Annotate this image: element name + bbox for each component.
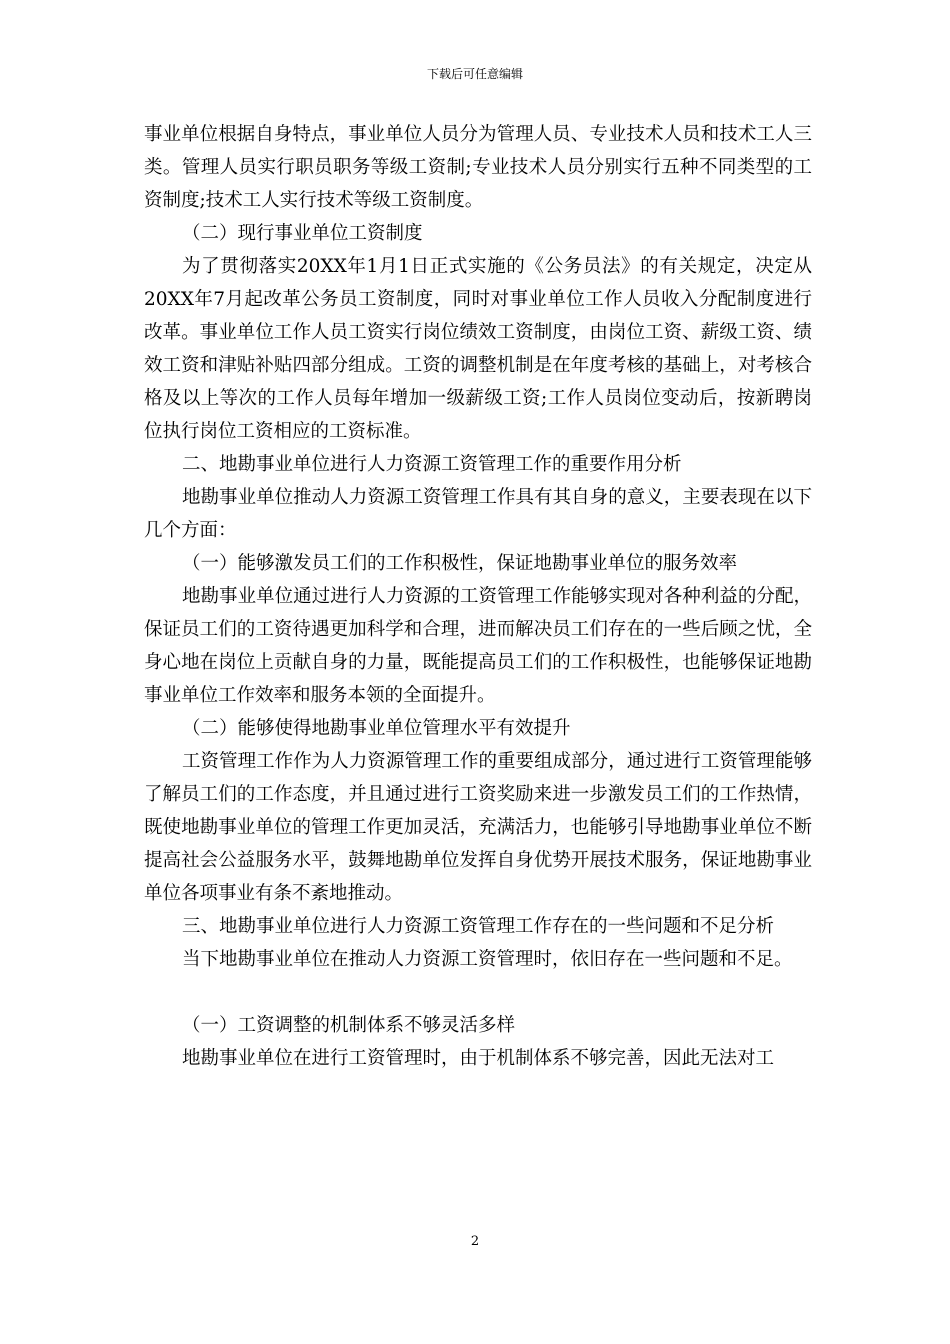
paragraph-staff-categories: 事业单位根据自身特点，事业单位人员分为管理人员、专业技术人员和技术工人三类。管理人员实行职员职务等级工资制;专业技术人员分别实行五种不同类型的工资制度;技术工人实行技术等级工资制度。	[144, 124, 812, 211]
section-heading-management-level: （二）能够使得地勘事业单位管理水平有效提升	[182, 718, 571, 739]
paragraph-wage-reform: 为了贯彻落实20XX年1月1日正式实施的《公务员法》的有关规定，决定从20XX年7月起改革公务员工资制度，同时对事业单位工作人员收入分配制度进行改革。事业单位工作人员工资实行岗位绩效工资制度，由岗位工资、薪级工资、绩效工资和津贴补贴四部分组成。工资的调整机制是在年度考核的基础上，对考核合格及以上等次的工作人员每年增加一级薪级工资;工作人员岗位变动后，按新聘岗位执行岗位工资相应的工资标准。	[144, 256, 812, 442]
paragraph-adjustment-mechanism: 地勘事业单位在进行工资管理时，由于机制体系不够完善，因此无法对工	[182, 1048, 775, 1069]
paragraph-motivation: 地勘事业单位通过进行人力资源的工资管理工作能够实现对各种利益的分配，保证员工们的工资待遇更加科学和合理，进而解决员工们存在的一些后顾之忧，全身心地在岗位上贡献自身的力量，既能提高员工们的工作积极性，也能够保证地勘事业单位工作效率和服务本领的全面提升。	[144, 586, 812, 706]
paragraph-management-level: 工资管理工作作为人力资源管理工作的重要组成部分，通过进行工资管理能够了解员工们的工作态度，并且通过进行工资奖励来进一步激发员工们的工作热情，既使地勘事业单位的管理工作更加灵活，充满活力，也能够引导地勘事业单位不断提高社会公益服务水平，鼓舞地勘单位发挥自身优势开展技术服务，保证地勘事业单位各项事业有条不紊地推动。	[144, 751, 812, 904]
page-header: 下载后可任意编辑	[426, 67, 523, 81]
paragraph-significance-intro: 地勘事业单位推动人力资源工资管理工作具有其自身的意义，主要表现在以下几个方面：	[144, 487, 812, 541]
section-heading-adjustment-mechanism: （一）工资调整的机制体系不够灵活多样	[182, 1015, 516, 1036]
paragraph-problems-intro: 当下地勘事业单位在推动人力资源工资管理时，依旧存在一些问题和不足。	[182, 949, 793, 970]
section-heading-motivation: （一）能够激发员工们的工作积极性，保证地勘事业单位的服务效率	[182, 553, 738, 574]
document-body	[144, 118, 812, 1075]
page-number: 2	[470, 1234, 480, 1249]
section-heading-importance-analysis: 二、地勘事业单位进行人力资源工资管理工作的重要作用分析	[182, 454, 682, 475]
section-heading-current-wage-system: （二）现行事业单位工资制度	[182, 223, 423, 244]
section-heading-problems-analysis: 三、地勘事业单位进行人力资源工资管理工作存在的一些问题和不足分析	[182, 916, 775, 937]
